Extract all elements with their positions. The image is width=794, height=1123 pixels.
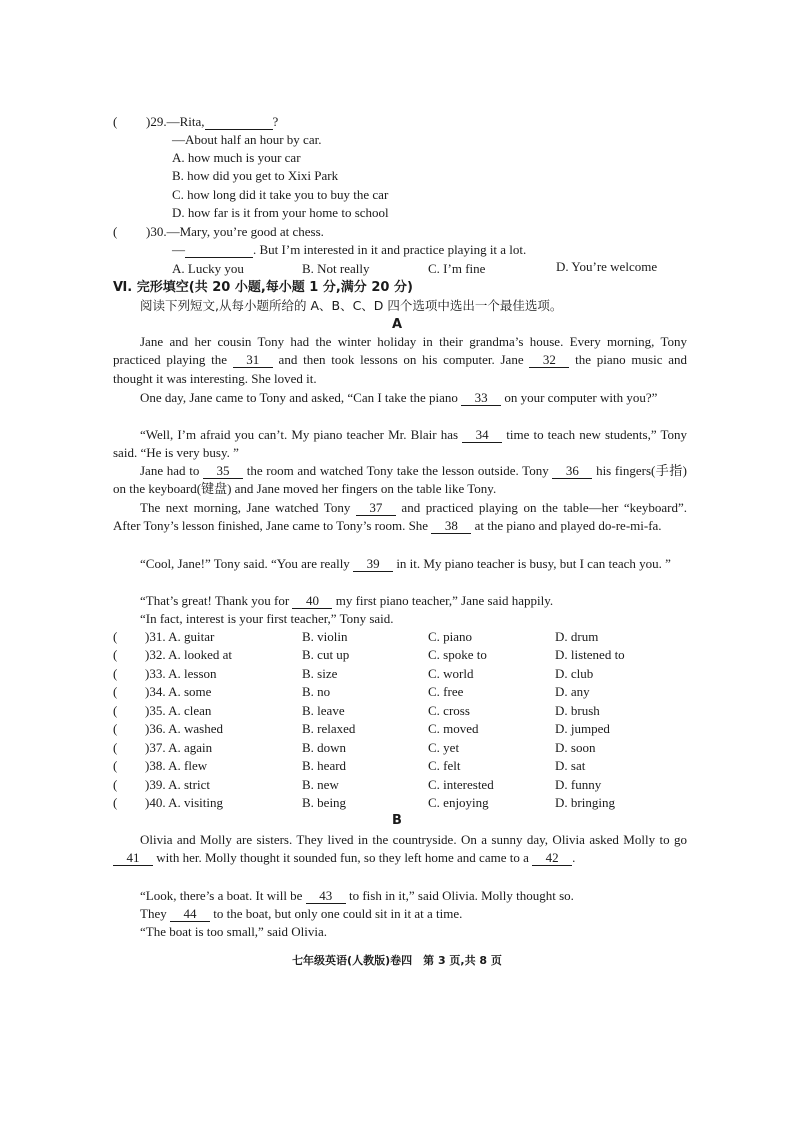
choice-row: ( )32. A. looked at B. cut up C. spoke to D. listened to — [113, 647, 625, 662]
q30-option-d: D. You’re welcome — [556, 259, 658, 274]
blank-43: 43 — [306, 889, 346, 904]
q29-prompt-a: —Rita, — [166, 114, 205, 129]
passage-b-paragraph-3: They 44 to the boat, but only one could sit in it at a time. — [140, 906, 463, 921]
blank-42: 42 — [532, 851, 572, 866]
choice-row: ( )39. A. strict B. new C. interested D. funny — [113, 777, 602, 792]
section-title: Ⅵ. 完形填空(共 20 小题,每小题 1 分,满分 20 分) — [113, 280, 413, 295]
blank-36: 36 — [552, 464, 592, 479]
q29-option-c: C. how long did it take you to buy the car — [172, 187, 389, 202]
q29-paren: ( — [113, 114, 118, 129]
q30-resp-a: — — [172, 242, 185, 257]
q30-option-c: C. I’m fine — [428, 261, 486, 276]
q30-option-b: B. Not really — [302, 261, 370, 276]
q30-prompt: —Mary, you’re good at chess. — [166, 224, 324, 239]
passage-a-paragraph-3: “Well, I’m afraid you can’t. My piano teacher Mr. Blair has 34 time to teach new students,” Tony said. “He is very busy. ” — [113, 427, 687, 461]
q30-response — [172, 242, 526, 258]
q30-blank — [185, 243, 253, 258]
q30-paren: ( — [113, 224, 118, 239]
passage-a-paragraph-4: Jane had to 35 the room and watched Tony take the lesson outside. Tony 36 his fingers(手指) on the keyboard(键盘) and Jane moved her fingers on the table like Tony. — [113, 463, 687, 497]
choice-row: ( )31. A. guitar B. violin C. piano D. drum — [113, 629, 599, 644]
blank-34: 34 — [462, 428, 502, 443]
q29-line — [146, 114, 278, 130]
section-instruction: 阅读下列短文,从每小题所给的 A、B、C、D 四个选项中选出一个最佳选项。 — [140, 298, 563, 313]
q29-answer: —About half an hour by car. — [172, 132, 322, 147]
passage-b-label: B — [392, 813, 402, 828]
blank-35: 35 — [203, 464, 243, 479]
choice-row: ( )40. A. visiting B. being C. enjoying D. bringing — [113, 795, 615, 810]
q29-option-d: D. how far is it from your home to school — [172, 205, 389, 220]
passage-b-paragraph-1: Olivia and Molly are sisters. They lived in the countryside. On a sunny day, Olivia asked Molly to go 41 with her. Molly thought it sounded fun, so they left home and came to a 42 . — [113, 831, 687, 868]
passage-a-paragraph-2: One day, Jane came to Tony and asked, “Can I take the piano 33 on your computer with you?” — [140, 390, 658, 405]
q30-number: )30. — [146, 224, 167, 239]
choice-row: ( )35. A. clean B. leave C. cross D. brush — [113, 703, 600, 718]
blank-41: 41 — [113, 851, 153, 866]
passage-b-paragraph-4: “The boat is too small,” said Olivia. — [140, 924, 328, 939]
passage-a-paragraph-5: The next morning, Jane watched Tony 37 and practiced playing on the table—her “keyboard”. After Tony’s lesson finished, Jane came to Tony’s room. She 38 at the piano and played do-re-mi-fa. — [113, 500, 687, 534]
choice-row: ( )33. A. lesson B. size C. world D. club — [113, 666, 594, 681]
blank-37: 37 — [356, 501, 396, 516]
q30-option-a: A. Lucky you — [172, 261, 244, 276]
q29-prompt-b: ? — [272, 114, 279, 129]
q29-option-a: A. how much is your car — [172, 150, 301, 165]
passage-b-paragraph-2: “Look, there’s a boat. It will be 43 to fish in it,” said Olivia. Molly thought so. — [140, 888, 574, 903]
choice-row: ( )36. A. washed B. relaxed C. moved D. jumped — [113, 721, 610, 736]
blank-32: 32 — [529, 353, 569, 368]
blank-39: 39 — [353, 557, 393, 572]
passage-a-paragraph-8: “In fact, interest is your first teacher,” Tony said. — [140, 611, 394, 626]
blank-44: 44 — [170, 907, 210, 922]
page-footer: 七年级英语(人教版)卷四 第 3 页,共 8 页 — [292, 954, 502, 967]
choice-row: ( )34. A. some B. no C. free D. any — [113, 684, 590, 699]
q29-option-b: B. how did you get to Xixi Park — [172, 168, 339, 183]
q30-line — [146, 224, 324, 240]
blank-40: 40 — [292, 594, 332, 609]
choice-row: ( )38. A. flew B. heard C. felt D. sat — [113, 758, 586, 773]
passage-a-label: A — [391, 317, 403, 332]
blank-31: 31 — [233, 353, 273, 368]
q29-number: )29. — [146, 114, 167, 129]
passage-a-paragraph-6: “Cool, Jane!” Tony said. “You are really 39 in it. My piano teacher is busy, but I can teach you. ” — [140, 556, 671, 571]
blank-33: 33 — [461, 391, 501, 406]
blank-38: 38 — [431, 519, 471, 534]
passage-a-paragraph-7: “That’s great! Thank you for 40 my first piano teacher,” Jane said happily. — [140, 593, 554, 608]
passage-a-paragraph-1: Jane and her cousin Tony had the winter holiday in their grandma’s house. Every morning, Tony practiced playing the 31 and then took lessons on his computer. Jane 32 the piano music and thought it was interesting. She loved it. — [113, 334, 688, 386]
q29-blank — [205, 115, 273, 130]
choice-row: ( )37. A. again B. down C. yet D. soon — [113, 740, 596, 755]
q30-resp-b: . But I’m interested in it and practice playing it a lot. — [253, 242, 527, 257]
